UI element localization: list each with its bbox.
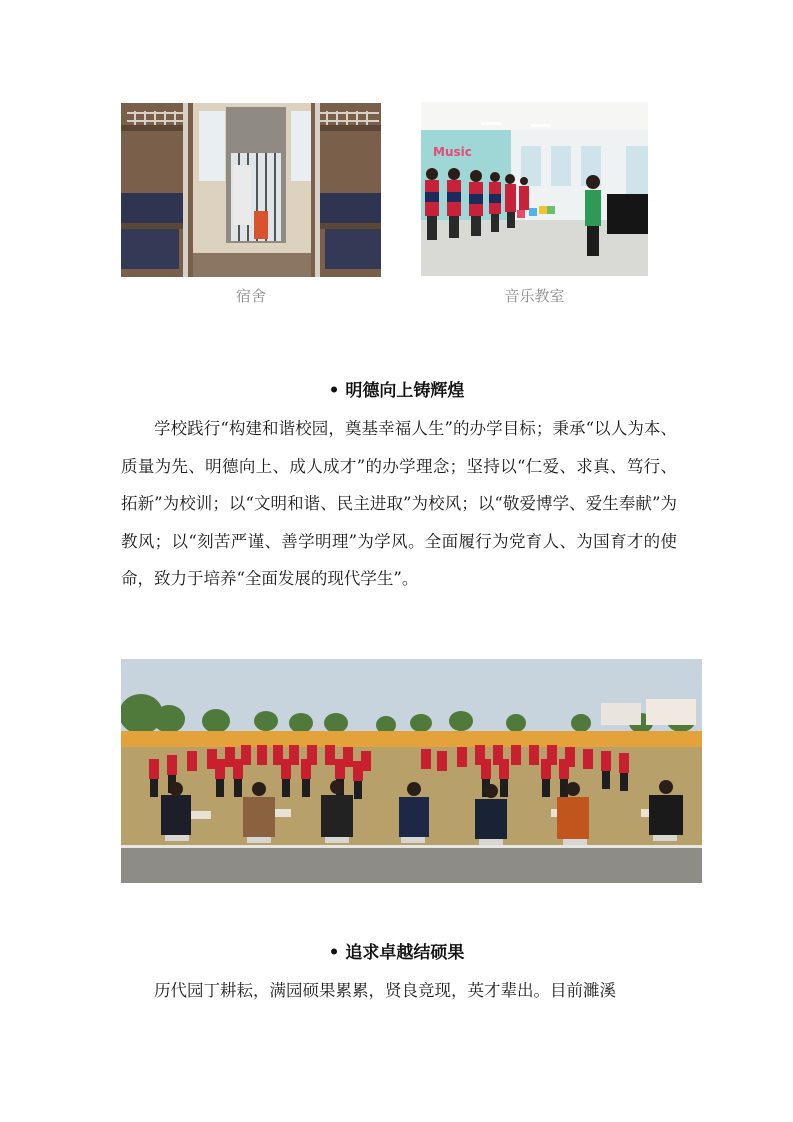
- music-sign: Music: [433, 145, 472, 159]
- section-paragraph-excellence: 历代园丁耕耘，满园硕果累累，贤良竞现，英才辈出。目前濉溪: [154, 981, 616, 1000]
- section-heading-excellence: • 追求卓越结硕果: [328, 943, 465, 963]
- sports-field-photo: [121, 659, 702, 883]
- sports-field-image: [121, 659, 702, 883]
- dormitory-image: [121, 103, 381, 277]
- dormitory-caption: 宿舍: [235, 287, 266, 305]
- section-paragraph-virtue: 学校践行“构建和谐校园，奠基幸福人生”的办学目标；秉承“以人为本、质量为先、明德向上、成人成才”的办学理念；坚持以“仁爱、求真、笃行、拓新”为校训；以“文明和谐、民主进取”为校风；以“敬爱博学、爱生奉献”为教风；以“刻苦严谨、善学明理”为学风。全面履行为党育人、为国育才的使命，致力于培养“全面发展的现代学生”。: [121, 419, 677, 588]
- music-room-caption: 音乐教室: [504, 287, 565, 305]
- section-heading-virtue: • 明德向上铸辉煌: [328, 381, 465, 401]
- dormitory-photo: [121, 103, 381, 277]
- music-room-image: [421, 102, 648, 276]
- music-room-photo: [421, 102, 648, 276]
